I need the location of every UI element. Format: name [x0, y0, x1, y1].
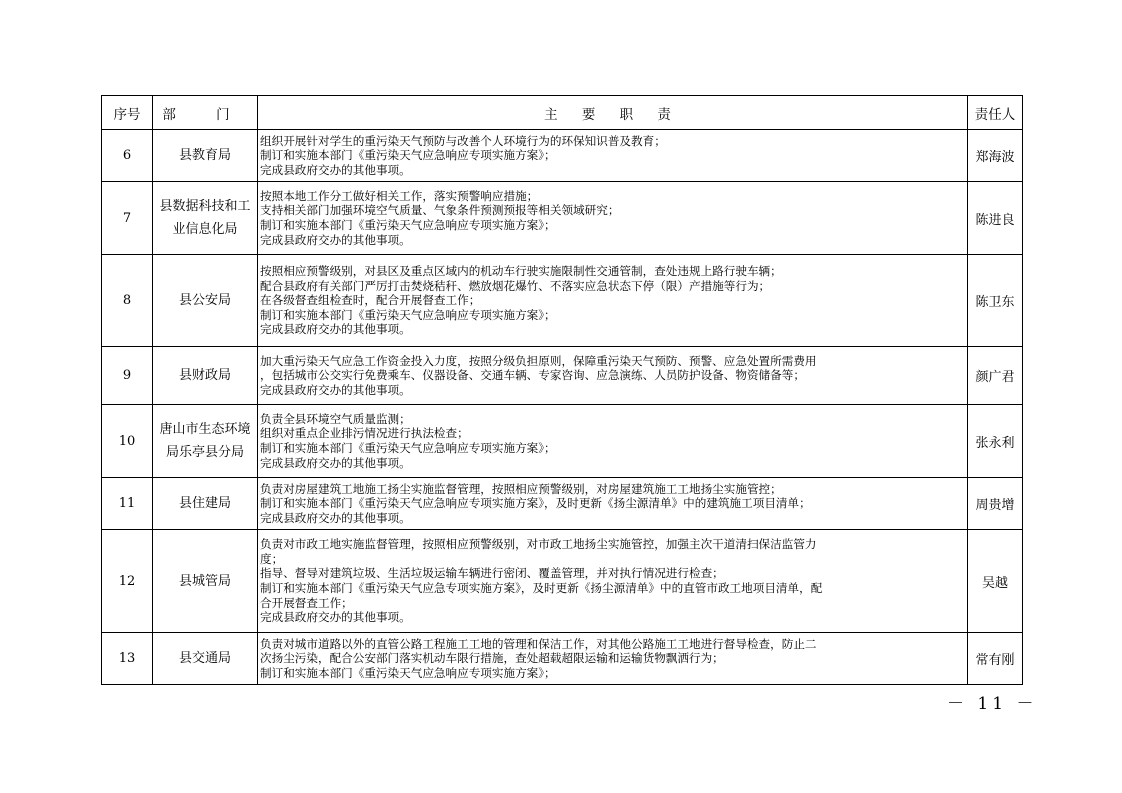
duties-cell [258, 633, 968, 685]
table-row [102, 530, 1023, 633]
duty-line: 支持相关部门加强环境空气质量、气象条件预测预报等相关领域研究； [260, 203, 620, 218]
duty-line: 完成县政府交办的其他事项。 [260, 455, 411, 470]
duty-line: 加大重污染天气应急工作资金投入力度，按照分级负担原则，保障重污染天气预防、预警、应急处置所需费用 [260, 353, 817, 368]
duty-line: 在各级督查组检查时，配合开展督查工作； [260, 293, 481, 308]
department-name: 唐山市生态环境局乐亭县分局 [153, 405, 258, 478]
responsible-person: 陈进良 [968, 182, 1023, 255]
duty-line: 制订和实施本部门《重污染天气应急响应专项实施方案》； [260, 441, 556, 455]
table-row [102, 633, 1023, 685]
department-name: 县城管局 [153, 530, 258, 633]
row-number: 12 [102, 530, 153, 633]
department-name: 县数据科技和工业信息化局 [153, 182, 258, 255]
duty-line: 组织对重点企业排污情况进行执法检查； [260, 426, 469, 441]
page-number: － 11 － [947, 694, 1038, 714]
duty-line: 完成县政府交办的其他事项。 [260, 610, 411, 625]
duty-line: 完成县政府交办的其他事项。 [260, 382, 411, 397]
table-row [102, 255, 1023, 347]
responsible-person: 陈卫东 [968, 255, 1023, 347]
table-row [102, 478, 1023, 530]
table-row [102, 405, 1023, 478]
duty-line: 负责对市政工地实施监督管理，按照相应预警级别，对市政工地扬尘实施管控，加强主次干道清扫保洁监管力 [260, 537, 817, 552]
department-name: 县教育局 [153, 130, 258, 182]
row-number: 7 [102, 182, 153, 255]
row-number: 8 [102, 255, 153, 347]
table-row [102, 347, 1023, 405]
department-name: 县交通局 [153, 633, 258, 685]
row-number: 6 [102, 130, 153, 182]
table-row [102, 130, 1023, 182]
duty-line: 次扬尘污染，配合公安部门落实机动车限行措施，查处超载超限运输和运输货物飘洒行为； [260, 651, 724, 666]
duty-line: 负责对城市道路以外的直管公路工程施工工地的管理和保洁工作，对其他公路施工工地进行督导检查，防止二 [260, 636, 817, 651]
duty-line: 负责对房屋建筑工地施工扬尘实施监督管理，按照相应预警级别，对房屋建筑施工工地扬尘实施管控； [260, 481, 782, 496]
table-body [102, 130, 1023, 685]
duty-line: 负责全县环境空气质量监测； [260, 411, 411, 426]
department-name: 县公安局 [153, 255, 258, 347]
duty-line: 制订和实施本部门《重污染天气应急响应专项实施方案》，及时更新《扬尘源清单》中的建筑施工项目清单； [260, 496, 811, 511]
department-name: 县住建局 [153, 478, 258, 530]
duty-line: 完成县政府交办的其他事项。 [260, 510, 411, 525]
duties-cell [258, 182, 968, 255]
duty-line: 制订和实施本部门《重污染天气应急响应专项实施方案》； [260, 218, 556, 232]
duty-line: 组织开展针对学生的重污染天气预防与改善个人环境行为的环保知识普及教育； [260, 133, 666, 148]
duty-line: 按照相应预警级别，对县区及重点区域内的机动车行驶实施限制性交通管制，查处违规上路行驶车辆； [260, 264, 782, 279]
duty-line: 制订和实施本部门《重污染天气应急响应专项实施方案》； [260, 148, 556, 163]
duty-line: 完成县政府交办的其他事项。 [260, 232, 411, 247]
duties-cell [258, 478, 968, 530]
duties-cell [258, 405, 968, 478]
duty-line: 度； [260, 551, 284, 566]
header-dept: 部 门 [153, 96, 258, 130]
duty-line: 按照本地工作分工做好相关工作，落实预警响应措施； [260, 188, 539, 203]
duties-cell [258, 347, 968, 405]
duty-line: 制订和实施本部门《重污染天气应急专项实施方案》，及时更新《扬尘源清单》中的直管市政工地项目清单，配 [260, 581, 823, 595]
duty-line: 配合县政府有关部门严厉打击焚烧秸秆、燃放烟花爆竹、不落实应急状态下停（限）产措施等行为； [260, 278, 771, 293]
duty-line: 完成县政府交办的其他事项。 [260, 162, 411, 177]
duties-cell [258, 530, 968, 633]
table-row [102, 182, 1023, 255]
row-number: 10 [102, 405, 153, 478]
header-no: 序号 [102, 96, 153, 130]
responsible-person: 郑海波 [968, 130, 1023, 182]
duties-cell [258, 130, 968, 182]
duty-line: 制订和实施本部门《重污染天气应急响应专项实施方案》； [260, 665, 556, 680]
duty-line: ，包括城市公交实行免费乘车、仪器设备、交通车辆、专家咨询、应急演练、人员防护设备、物资储备等； [260, 368, 805, 383]
duty-line: 合开展督查工作； [260, 595, 353, 610]
header-person: 责任人 [968, 96, 1023, 130]
duty-line: 制订和实施本部门《重污染天气应急响应专项实施方案》； [260, 307, 556, 322]
row-number: 9 [102, 347, 153, 405]
row-number: 13 [102, 633, 153, 685]
responsible-person: 颜广君 [968, 347, 1023, 405]
responsible-person: 吴越 [968, 530, 1023, 633]
duty-line: 完成县政府交办的其他事项。 [260, 322, 411, 337]
row-number: 11 [102, 478, 153, 530]
responsible-person: 常有刚 [968, 633, 1023, 685]
responsible-person: 张永利 [968, 405, 1023, 478]
header-duties: 主 要 职 责 [258, 96, 968, 130]
responsible-person: 周贵增 [968, 478, 1023, 530]
duty-line: 指导、督导对建筑垃圾、生活垃圾运输车辆进行密闭、覆盖管理，并对执行情况进行检查； [260, 566, 724, 581]
department-name: 县财政局 [153, 347, 258, 405]
duties-cell [258, 255, 968, 347]
duty-table [101, 95, 1023, 685]
header-row [102, 96, 1023, 130]
